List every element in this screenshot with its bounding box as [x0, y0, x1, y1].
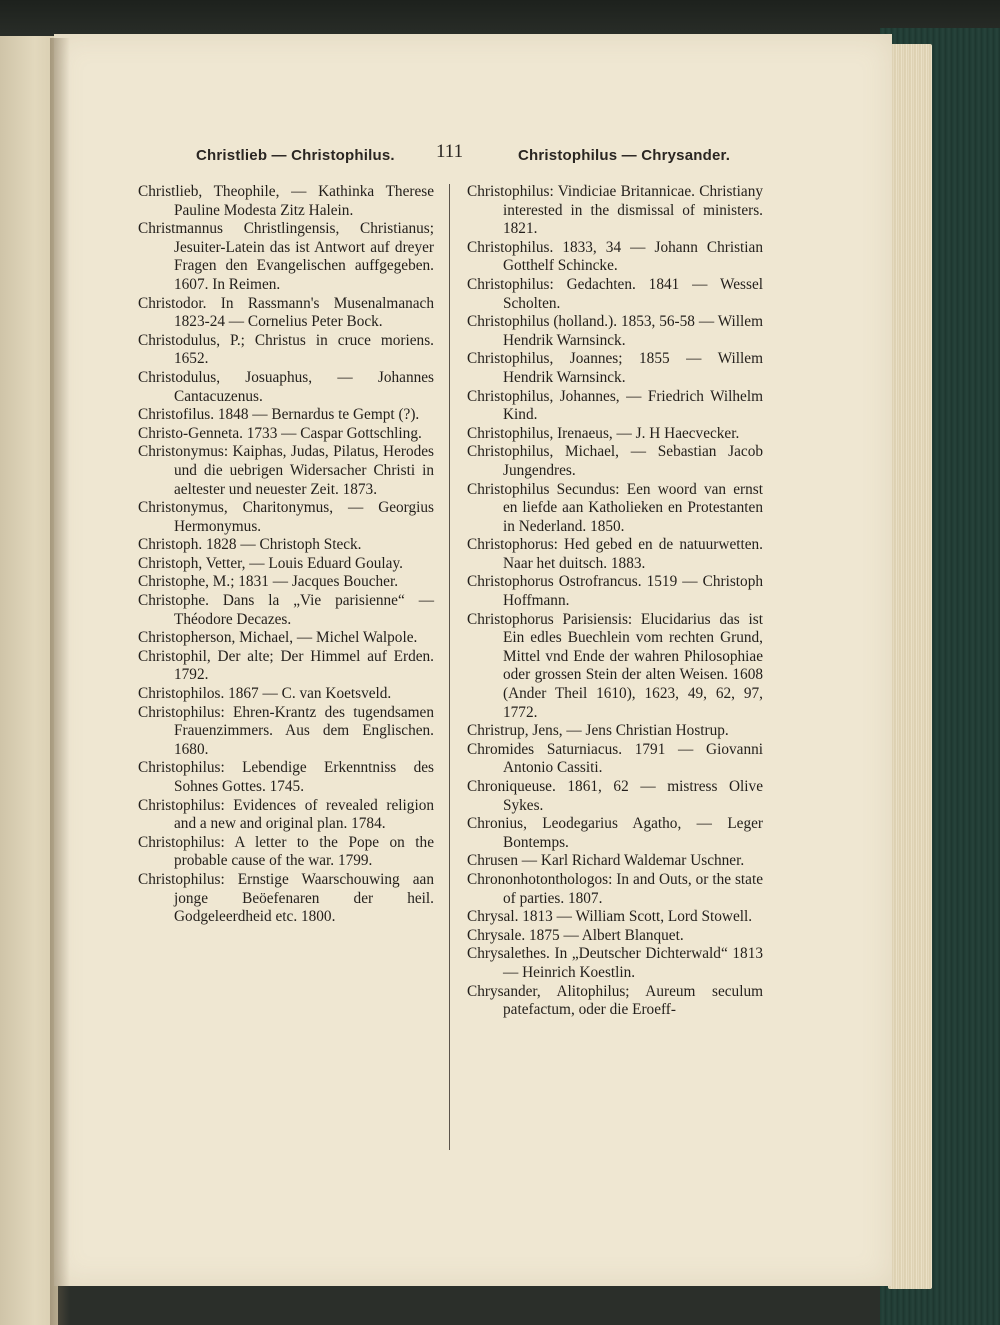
right-column: [467, 183, 763, 1020]
index-entry: Christophil, Der alte; Der Himmel auf Erden. 1792.: [138, 647, 434, 684]
page-number: 111: [436, 141, 464, 162]
index-entry: Chrysalethes. In „Deutscher Dichterwald“ 1813 — Heinrich Koestlin.: [467, 945, 763, 981]
index-entry: Chrysale. 1875 — Albert Blanquet.: [467, 926, 684, 944]
index-entry: Christonymus, Charitonymus, — Georgius Hermonymus.: [138, 499, 434, 535]
index-entry: Christoph, Vetter, — Louis Eduard Goulay.: [138, 554, 403, 572]
left-column: [138, 183, 434, 927]
index-entry: Christodulus, Josuaphus, — Johannes Cantacuzenus.: [138, 368, 434, 405]
index-entry: Christo-Genneta. 1733 — Caspar Gottschling.: [138, 424, 422, 442]
index-entry: Christrup, Jens, — Jens Christian Hostrup.: [467, 722, 729, 740]
index-entry: Christophilus Secundus: Een woord van ernst en liefde aan Katholieken en Protestanten in Nederland. 1850.: [467, 480, 763, 535]
index-entry: Christophilus. 1833, 34 — Johann Christian Gotthelf Schincke.: [467, 238, 763, 275]
index-entry: Christophilus, Michael, — Sebastian Jacob Jungendres.: [467, 443, 763, 479]
index-entry: Christmannus Christlingensis, Christianus; Jesuiter-Latein das ist Antwort auf dreyer Fragen den Evangelischen auffgegeben. 1607. In Reimen.: [138, 220, 434, 293]
index-entry: Christophorus: Hed gebed en de natuurwetten. Naar het duitsch. 1883.: [467, 536, 763, 572]
index-entry: Christophilus: Evidences of revealed religion and a new and original plan. 1784.: [138, 796, 434, 833]
page-gutter-shadow: [50, 38, 70, 1325]
index-entry: Chrusen — Karl Richard Waldemar Uschner.: [467, 852, 745, 870]
index-entry: Christophilus (holland.). 1853, 56-58 — Willem Hendrik Warnsinck.: [467, 313, 763, 349]
index-entry: Chrononhotonthologos: In and Outs, or the state of parties. 1807.: [467, 870, 763, 907]
index-entry: Christophilos. 1867 — C. van Koetsveld.: [138, 685, 392, 703]
index-entry: Christodulus, P.; Christus in cruce moriens. 1652.: [138, 331, 434, 368]
index-entry: Chrysander, Alitophilus; Aureum seculum patefactum, oder die Eroeff-: [467, 982, 763, 1019]
index-entry: Christophilus: Lebendige Erkenntniss des Sohnes Gottes. 1745.: [138, 759, 434, 795]
index-entry: Chrysal. 1813 — William Scott, Lord Stowell.: [467, 908, 753, 926]
index-entry: Christonymus: Kaiphas, Judas, Pilatus, Herodes und die uebrigen Widersacher Christi in aeltester und neuester Zeit. 1873.: [138, 443, 434, 498]
index-entry: Christophorus Parisiensis: Elucidarius das ist Ein edles Buechlein vom rechten Grund, Mittel vnd Ende der wahren Philosophiae oder grossen Stein der alten Weisen. 1608 (Ander Theil 1610), 1623, 49, 62, 97, 1772.: [467, 610, 763, 721]
index-entry: Christophilus: Ernstige Waarschouwing aan jonge Beöefenaren der heil. Godgeleerdheid etc. 1800.: [138, 870, 434, 926]
index-entry: Chronius, Leodegarius Agatho, — Leger Bontemps.: [467, 815, 763, 851]
index-entry: Christophilus, Joannes; 1855 — Willem Hendrik Warnsinck.: [467, 350, 763, 386]
index-entry: Christophilus: A letter to the Pope on the probable cause of the war. 1799.: [138, 833, 434, 870]
index-entry: Christlieb, Theophile, — Kathinka Therese Pauline Modesta Zitz Halein.: [138, 183, 434, 219]
right-running-head: Christophilus — Chrysander.: [518, 147, 731, 164]
index-entry: Christophilus: Ehren-Krantz des tugendsamen Frauenzimmers. Aus dem Englischen. 1680.: [138, 703, 434, 758]
index-entry: Christophe, M.; 1831 — Jacques Boucher.: [138, 573, 399, 591]
index-entry: Christophilus: Vindiciae Britannicae. Christiany interested in the dismissal of ministers. 1821.: [467, 183, 763, 238]
index-entry: Chromides Saturniacus. 1791 — Giovanni Antonio Cassiti.: [467, 740, 763, 777]
index-entry: Christophilus, Irenaeus, — J. H Haecvecker.: [467, 424, 740, 442]
index-entry: Christophilus: Gedachten. 1841 — Wessel Scholten.: [467, 275, 763, 312]
column-divider: [449, 184, 450, 1150]
index-entry: Christophilus, Johannes, — Friedrich Wilhelm Kind.: [467, 387, 763, 424]
index-entry: Christopherson, Michael, — Michel Walpole.: [138, 629, 418, 647]
index-entry: Chroniqueuse. 1861, 62 — mistress Olive Sykes.: [467, 778, 763, 814]
page-stack-edge: [888, 44, 932, 1289]
index-entry: Christophe. Dans la „Vie parisienne“ — Théodore Decazes.: [138, 592, 434, 628]
index-entry: Christophorus Ostrofrancus. 1519 — Christoph Hoffmann.: [467, 573, 763, 610]
index-entry: Christofilus. 1848 — Bernardus te Gempt (?).: [138, 406, 420, 424]
index-entry: Christodor. In Rassmann's Musenalmanach 1823-24 — Cornelius Peter Bock.: [138, 294, 434, 331]
left-running-head: Christlieb — Christophilus.: [196, 147, 395, 164]
index-entry: Christoph. 1828 — Christoph Steck.: [138, 536, 362, 554]
